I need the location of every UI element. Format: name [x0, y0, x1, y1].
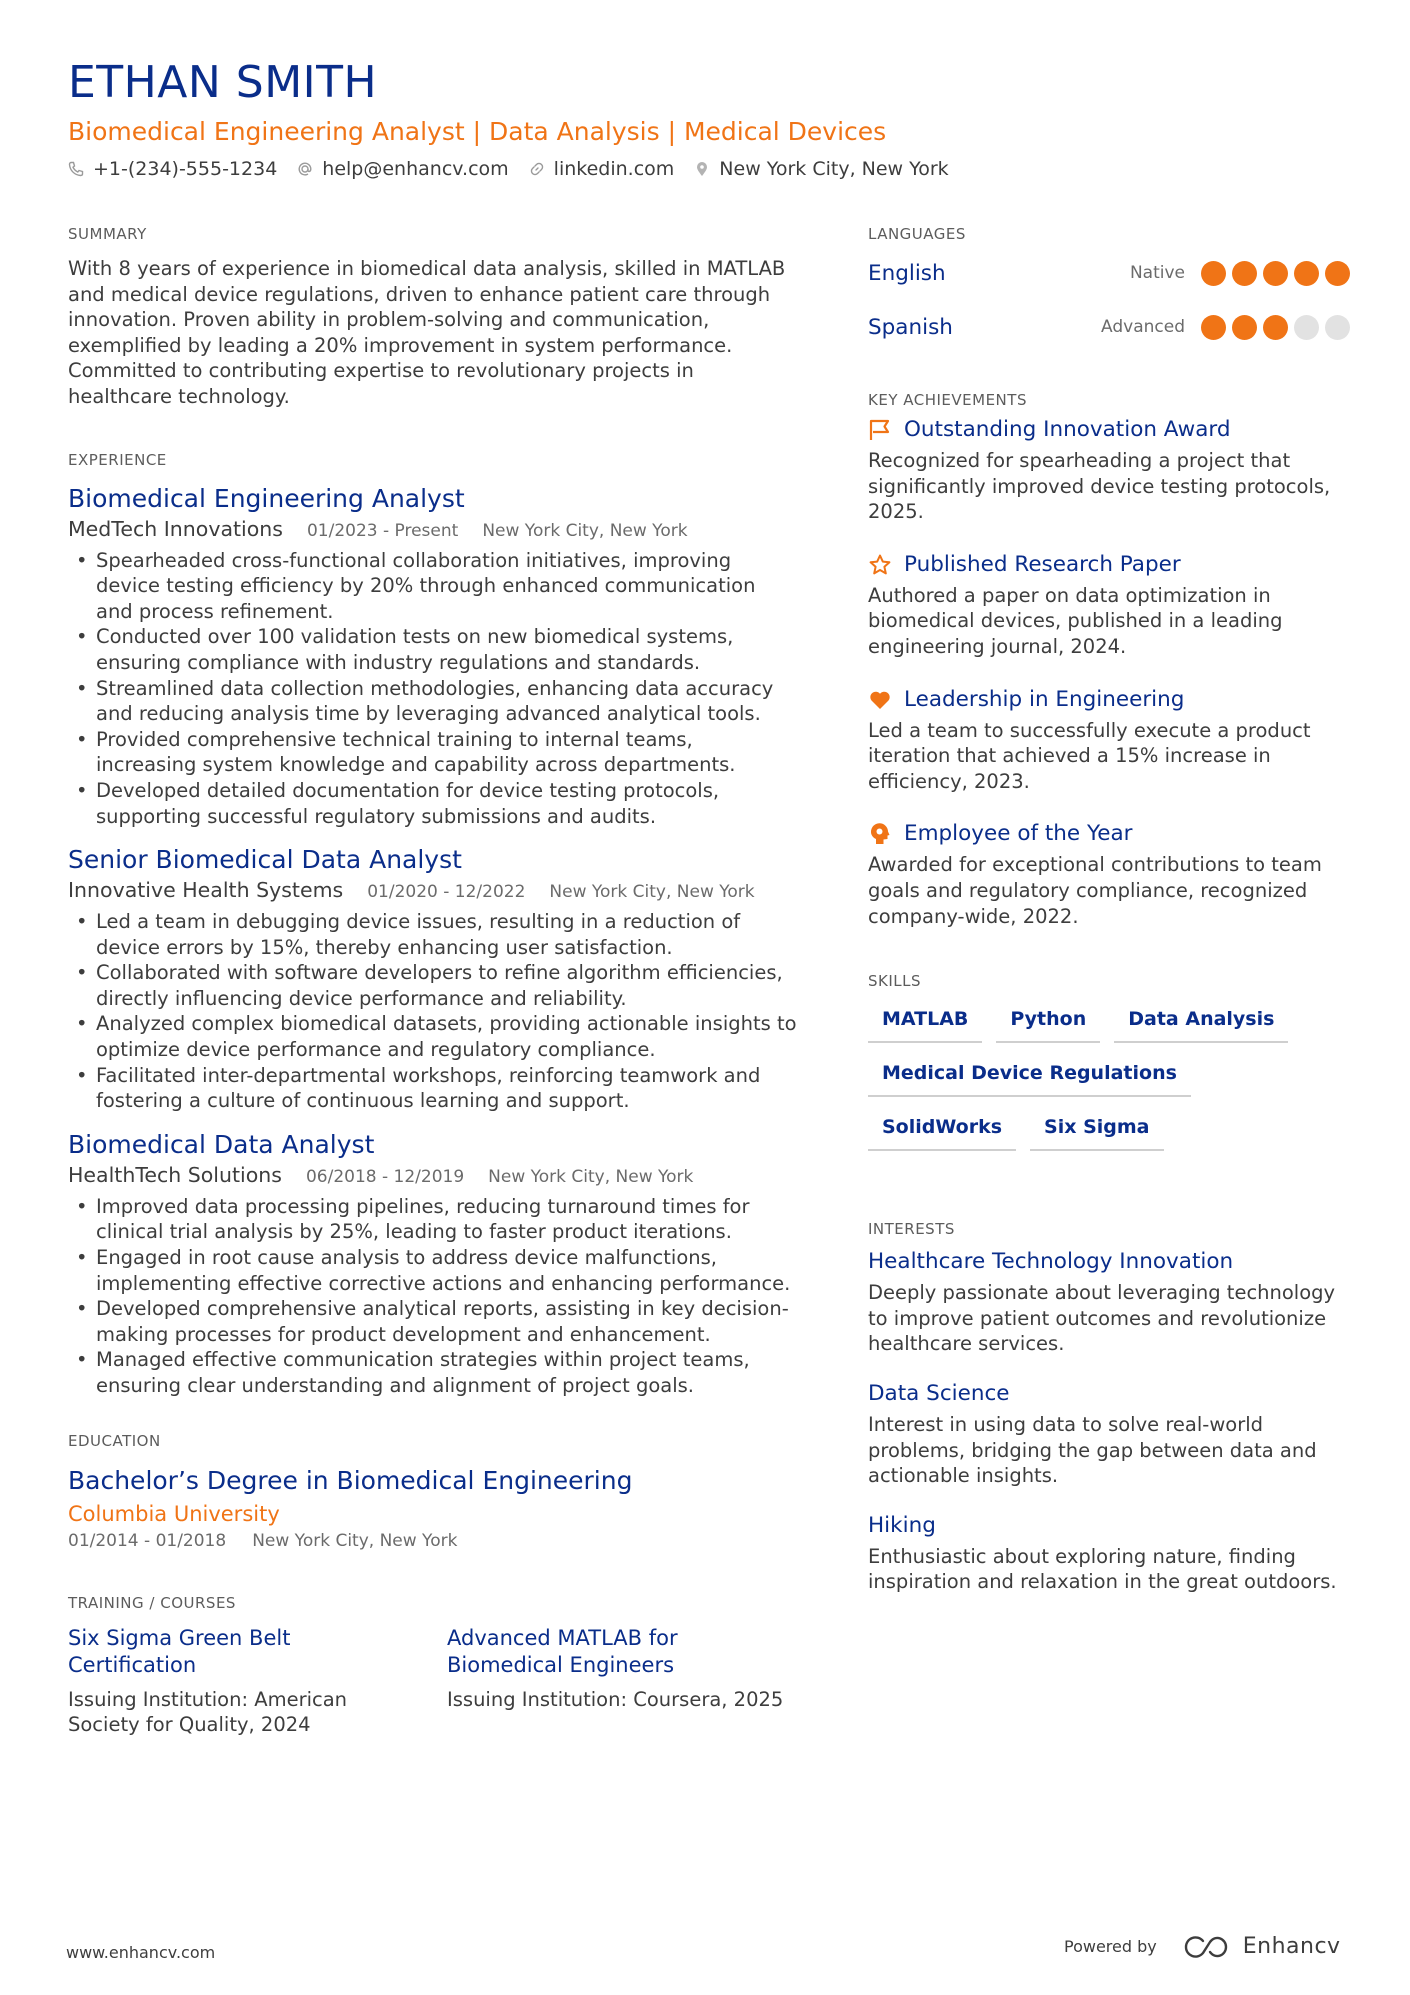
resume-header — [68, 52, 1348, 184]
training-section — [68, 1591, 798, 1738]
contact-bar — [68, 154, 1348, 184]
skill-tag: Six Sigma — [1030, 1109, 1163, 1151]
job-location: New York City, New York — [482, 520, 688, 541]
job-bullet: • Facilitated inter-departmental workshops, reinforcing teamwork and fostering a culture of continuous learning and support. — [68, 1063, 798, 1114]
skill-tag: Python — [996, 1001, 1100, 1043]
job-entry — [68, 1128, 798, 1399]
job-location: New York City, New York — [549, 882, 755, 903]
interest-item — [868, 1511, 1350, 1595]
interest-item — [868, 1379, 1350, 1489]
job-company: MedTech Innovations — [68, 516, 283, 541]
course-desc: Issuing Institution: Coursera, 2025 — [447, 1687, 784, 1711]
phone-icon — [68, 161, 84, 177]
rating-dot-filled — [1232, 261, 1257, 286]
interest-title: Hiking — [868, 1512, 936, 1538]
interest-item — [868, 1247, 1350, 1357]
skill-tag: Medical Device Regulations — [868, 1055, 1191, 1097]
enhancv-logo-icon — [1183, 1935, 1229, 1959]
education-dates: 01/2014 - 01/2018 — [68, 1530, 227, 1551]
experience-section — [68, 448, 798, 1399]
footer-brand[interactable] — [1064, 1934, 1341, 1959]
heart-icon — [868, 688, 892, 712]
skills-section — [868, 969, 1350, 1151]
job-bullet: • Developed comprehensive analytical reports, assisting in key decision-making processes for product development and enhancement. — [68, 1296, 798, 1347]
job-bullet: • Engaged in root cause analysis to address device malfunctions, implementing effective corrective actions and enhancing performance. — [68, 1245, 798, 1296]
flag-icon — [868, 418, 892, 442]
job-entry — [68, 843, 798, 1114]
rating-dot-filled — [1201, 315, 1226, 340]
job-title: Biomedical Data Analyst — [68, 1129, 375, 1159]
skills-heading: SKILLS — [868, 972, 922, 991]
language-item — [868, 246, 1350, 300]
location-text: New York City, New York — [719, 158, 949, 180]
contact-linkedin[interactable] — [529, 154, 675, 184]
footer-url[interactable]: www.enhancv.com — [66, 1943, 216, 1962]
location-pin-icon — [694, 161, 710, 177]
rating-dot-filled — [1232, 315, 1257, 340]
headline: Biomedical Engineering Analyst | Data Analysis | Medical Devices — [68, 117, 887, 146]
training-heading: TRAINING / COURSES — [68, 1593, 236, 1612]
achievement-item — [868, 818, 1350, 929]
achievements-heading: KEY ACHIEVEMENTS — [868, 391, 1027, 409]
language-rating — [1201, 315, 1350, 340]
job-bullet: • Streamlined data collection methodologies, enhancing data accuracy and reducing analysis time by leveraging advanced analytical tools. — [68, 676, 798, 727]
interest-desc: Interest in using data to solve real-world problems, bridging the gap between data and actionable insights. — [868, 1412, 1317, 1488]
link-icon — [529, 161, 545, 177]
rating-dot-filled — [1263, 315, 1288, 340]
candidate-name: ETHAN SMITH — [68, 57, 378, 108]
interest-desc: Deeply passionate about leveraging technology to improve patient outcomes and revolutionize healthcare services. — [868, 1281, 1336, 1356]
interests-heading: INTERESTS — [868, 1220, 955, 1239]
job-bullet: • Analyzed complex biomedical datasets, providing actionable insights to optimize device performance and regulatory compliance. — [68, 1011, 798, 1062]
job-bullet: • Collaborated with software developers to refine algorithm efficiencies, directly influencing device performance and reliability. — [68, 960, 798, 1011]
skill-tag: SolidWorks — [868, 1109, 1016, 1151]
language-level: Advanced — [1101, 317, 1185, 337]
job-bullet: • Provided comprehensive technical training to internal teams, increasing system knowledge and capability across departments. — [68, 727, 798, 778]
interest-title: Healthcare Technology Innovation — [868, 1249, 1234, 1275]
education-heading: EDUCATION — [68, 1431, 161, 1450]
rating-dot-filled — [1201, 261, 1226, 286]
head-idea-icon — [868, 822, 892, 846]
job-bullets — [68, 909, 798, 1114]
skill-tag: MATLAB — [868, 1001, 982, 1043]
summary-heading: SUMMARY — [68, 225, 147, 243]
language-name: Spanish — [868, 314, 953, 340]
achievement-item — [868, 684, 1350, 795]
rating-dot-filled — [1263, 261, 1288, 286]
job-title: Senior Biomedical Data Analyst — [68, 845, 462, 875]
job-title: Biomedical Engineering Analyst — [68, 483, 465, 513]
rating-dot-empty — [1325, 315, 1350, 340]
linkedin-text[interactable]: linkedin.com — [553, 158, 675, 180]
rating-dot-filled — [1294, 261, 1319, 286]
achievement-desc: Authored a paper on data optimization in biomedical devices, published in a leading engineering journal, 2024. — [868, 583, 1283, 658]
course-title: Advanced MATLAB for Biomedical Engineers — [447, 1625, 678, 1677]
education-location: New York City, New York — [252, 1530, 458, 1551]
job-bullet: • Developed detailed documentation for device testing protocols, supporting successful regulatory submissions and audits. — [68, 778, 798, 829]
job-meta — [68, 516, 798, 544]
brand-name: Enhancv — [1242, 1934, 1341, 1959]
summary-text: With 8 years of experience in biomedical data analysis, skilled in MATLAB and medical device regulations, driven to enhance patient care through innovation. Proven ability in problem-solving and communication, exemplified by leading a 20% improvement in system performance. Committed to contributing expertise to revolutionary projects in healthcare technology. — [68, 257, 786, 408]
course-list — [68, 1625, 798, 1738]
right-column — [868, 222, 1350, 1633]
contact-location — [694, 154, 948, 184]
achievement-title: Employee of the Year — [904, 821, 1133, 847]
achievement-title: Outstanding Innovation Award — [904, 417, 1231, 442]
contact-phone — [68, 154, 277, 184]
rating-dot-empty — [1294, 315, 1319, 340]
job-dates: 01/2023 - Present — [306, 520, 459, 541]
education-school: Columbia University — [68, 1501, 280, 1526]
achievement-desc: Awarded for exceptional contributions to team goals and regulatory compliance, recognized company-wide, 2022. — [868, 853, 1322, 928]
at-icon — [297, 161, 313, 177]
skill-list — [868, 1001, 1328, 1151]
education-degree: Bachelor’s Degree in Biomedical Engineering — [68, 1465, 633, 1495]
job-dates: 01/2020 - 12/2022 — [367, 882, 526, 903]
achievement-item — [868, 414, 1350, 525]
languages-heading: LANGUAGES — [868, 225, 966, 243]
language-item — [868, 300, 1350, 354]
job-bullet: • Led a team in debugging device issues, resulting in a reduction of device errors by 15%, thereby enhancing user satisfaction. — [68, 909, 798, 960]
achievement-desc: Recognized for spearheading a project that significantly improved device testing protocols, 2025. — [868, 449, 1331, 524]
course-title: Six Sigma Green Belt Certification — [68, 1625, 291, 1677]
left-column — [68, 222, 798, 1776]
experience-heading: EXPERIENCE — [68, 450, 167, 469]
job-company: HealthTech Solutions — [68, 1162, 282, 1187]
achievement-title: Leadership in Engineering — [904, 686, 1185, 712]
interest-title: Data Science — [868, 1380, 1010, 1406]
interests-section — [868, 1217, 1350, 1595]
course-item — [447, 1625, 798, 1738]
job-company: Innovative Health Systems — [68, 878, 344, 903]
languages-section — [868, 222, 1350, 354]
powered-by-text: Powered by — [1064, 1937, 1157, 1956]
job-meta — [68, 1162, 798, 1190]
job-meta — [68, 877, 798, 905]
rating-dot-filled — [1325, 261, 1350, 286]
job-location: New York City, New York — [488, 1166, 694, 1187]
job-bullet: • Improved data processing pipelines, reducing turnaround times for clinical trial analysis by 25%, leading to faster product iterations. — [68, 1194, 798, 1245]
language-name: English — [868, 260, 946, 286]
summary-section — [68, 222, 798, 410]
job-bullet: • Managed effective communication strategies within project teams, ensuring clear understanding and alignment of project goals. — [68, 1347, 798, 1398]
interest-desc: Enthusiastic about exploring nature, finding inspiration and relaxation in the great outdoors. — [868, 1544, 1337, 1594]
achievements-section — [868, 388, 1350, 929]
education-section — [68, 1429, 798, 1553]
language-level: Native — [1129, 263, 1185, 283]
job-dates: 06/2018 - 12/2019 — [305, 1166, 465, 1187]
education-meta — [68, 1529, 798, 1553]
email-text[interactable]: help@enhancv.com — [322, 158, 509, 180]
job-bullet: • Conducted over 100 validation tests on new biomedical systems, ensuring compliance with industry regulations and standards. — [68, 624, 798, 675]
contact-email[interactable] — [297, 154, 508, 184]
phone-text: +1-(234)-555-1234 — [93, 158, 278, 180]
achievement-desc: Led a team to successfully execute a product iteration that achieved a 15% increase in efficiency, 2023. — [868, 718, 1311, 793]
course-desc: Issuing Institution: American Society for Quality, 2024 — [68, 1687, 348, 1737]
job-bullets — [68, 548, 798, 830]
job-entry — [68, 482, 798, 830]
star-icon — [868, 553, 892, 577]
language-rating — [1201, 261, 1350, 286]
course-item — [68, 1625, 419, 1738]
achievement-title: Published Research Paper — [904, 551, 1181, 577]
achievement-item — [868, 549, 1350, 660]
job-bullet: • Spearheaded cross-functional collaboration initiatives, improving device testing efficiency by 20% through enhanced communication and process refinement. — [68, 548, 798, 625]
job-bullets — [68, 1194, 798, 1399]
skill-tag: Data Analysis — [1114, 1001, 1288, 1043]
